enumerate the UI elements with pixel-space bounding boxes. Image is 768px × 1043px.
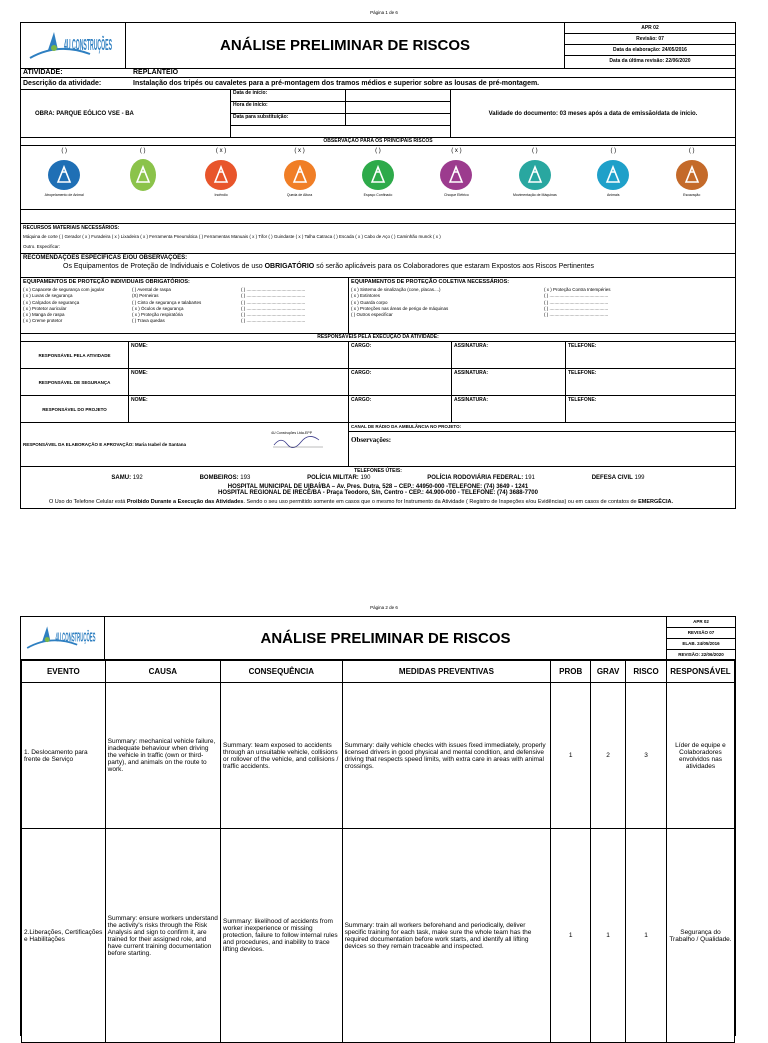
equipment-item: ( x ) Protetor auricular	[23, 305, 67, 311]
risk-item	[347, 148, 409, 207]
epi-header: EQUIPAMENTOS DE PROTEÇÃO INDIVIDUAIS OBRIGATÓRIOS:	[23, 279, 190, 285]
responsible-role: RESPONSÁVEL DE SEGURANÇA	[21, 369, 129, 395]
cell-evento: 1. Deslocamento para frente de Serviço	[22, 683, 106, 829]
cargo-field[interactable]: CARGO:	[349, 369, 452, 395]
cell-causa: Summary: mechanical vehicle failure, inadequate behaviour when driving the vehicle in traffic (own or third-party), and animals on the route to work.	[105, 683, 220, 829]
risk-item	[582, 148, 644, 207]
hospital-2: HOSPITAL REGIONAL DE IRECÊ/BA - Praça Teodoro, S/n, Centro - CEP.: 44.900-000 - TELEFONE: (74) 3688-7700	[218, 490, 538, 496]
header-info	[565, 23, 735, 68]
page-number-2: Página 2 de 6	[370, 605, 398, 610]
validity-note: Validade do documento: 03 meses após a data de emissão/data de início.	[488, 110, 698, 117]
table-row	[22, 683, 735, 829]
column-header: EVENTO	[22, 661, 106, 683]
equipment-item: ( ) ...............................................	[544, 299, 609, 305]
resources-other: Outro. Especificar:	[23, 244, 61, 249]
responsibles-table	[21, 342, 735, 423]
risk-mark: ( x )	[294, 148, 305, 154]
start-date-label: Data de início:	[231, 90, 346, 101]
elaboration-date: Data da elaboração: 24/05/2016	[565, 45, 735, 56]
responsible-role: RESPONSÁVEL PELA ATIVIDADE	[21, 342, 129, 368]
phone-entry: DEFESA CIVIL 199	[591, 475, 645, 481]
equipment-item: ( ) Avental de raspa	[132, 287, 171, 292]
wind-turbine-icon	[25, 623, 101, 653]
cell-causa: Summary: ensure workers understand the activity's risks through the Risk Analysis and sign to confirm it, are trained for their assigned role, and have current training documentation before starting.	[105, 829, 220, 1043]
risk-caption: Animais	[607, 193, 620, 197]
approval-label: RESPONSÁVEL DA ELABORAÇÃO E APROVAÇÃO: Maria Isabel de Santana	[23, 442, 187, 447]
risk-mark: ( )	[688, 148, 695, 154]
equipment-item: ( ) Trava quedas	[132, 318, 165, 324]
radio-label: CANAL DE RÁDIO DA AMBULÂNCIA NO PROJETO:	[349, 423, 735, 432]
revision: Revisão: 07	[565, 34, 735, 45]
risk-item	[190, 148, 252, 207]
risk-item	[269, 148, 331, 207]
substitution-date-label: Data para substituição:	[231, 114, 346, 125]
risk-item	[112, 148, 174, 207]
risk-caption: Incêndio	[214, 193, 228, 197]
epi-list-1	[21, 286, 130, 333]
company-logo-2	[21, 617, 105, 659]
equipment-item: ( ) ...............................................	[544, 312, 609, 318]
apr-code: APR 02	[565, 23, 735, 34]
apr-page-1	[20, 22, 736, 509]
risk-mark: ( )	[375, 148, 381, 154]
epi-list-3	[239, 286, 348, 333]
responsibles-header: RESPONSÁVEIS PELA EXECUÇÃO DA ATIVIDADE:	[317, 334, 439, 340]
signature-field[interactable]: ASSINATURA:	[452, 369, 566, 395]
activity-value: REPLANTEIO	[133, 69, 179, 76]
cell-grav: 2	[591, 683, 626, 829]
equipment-item: ( x ) Extintores	[351, 293, 381, 299]
equipment-item: ( ) ...............................................	[241, 318, 306, 324]
name-field[interactable]: NOME:	[129, 342, 349, 368]
start-time-label: Hora de início:	[231, 102, 346, 113]
phone-entry: POLÍCIA MILITAR: 190	[307, 475, 371, 481]
phone-entry: BOMBEIROS: 193	[199, 475, 251, 481]
hospital-1: HOSPITAL MUNICIPAL DE UIBAÍ/BA – Av. Pres. Dutra, 528 – CEP.: 44950-000 -TELEFONE: (74) 3649 - 1241	[227, 484, 529, 490]
thermometer-icon	[126, 158, 160, 192]
cell-consequencia: Summary: likelihood of accidents from worker inexperience or missing protection, failure to follow internal rules and procedures, and inability to trace lifting devices.	[221, 829, 343, 1043]
equipment-item: ( ) ...............................................	[241, 305, 306, 311]
equipment-item: ( ) ...............................................	[241, 287, 306, 292]
responsible-role: RESPONSÁVEL DO PROJETO	[21, 396, 129, 422]
snake-icon	[596, 158, 630, 192]
equipment-item: ( x ) Proteções nas áreas de perigo de máquinas	[351, 305, 449, 311]
risks-header: OBSERVAÇÃO PARA OS PRINCIPAIS RISCOS	[323, 138, 433, 144]
equipment-item: ( ) ...............................................	[241, 312, 306, 318]
equipment-item: ( ) ...............................................	[544, 293, 609, 299]
equipment-item: ( x ) Proteção respiratória	[132, 312, 183, 318]
signature-field[interactable]: ASSINATURA:	[452, 396, 566, 422]
column-header: PROB	[551, 661, 591, 683]
cell-risco: 1	[626, 829, 667, 1043]
work-site: OBRA: PARQUE EÓLICO VSE - BA	[21, 90, 231, 137]
responsible-row	[21, 396, 735, 423]
risk-mark: ( x )	[451, 148, 462, 154]
company-logo	[21, 23, 214, 68]
responsible-row	[21, 342, 735, 369]
observations-label: Observações:	[351, 436, 392, 444]
equipment-item: ( x ) Creme protetor	[23, 318, 63, 324]
risk-mark: ( )	[139, 148, 146, 154]
risk-item	[504, 148, 566, 207]
signature-field[interactable]: ASSINATURA:	[452, 342, 566, 368]
description-value: Instalação dos tripés ou cavaletes para a pré-montagem dos tramos médios e superior sobre as lousas de pré-montagem.	[133, 80, 540, 87]
phone-field[interactable]: TELEFONE:	[568, 370, 597, 376]
risk-item	[661, 148, 723, 207]
column-header: RISCO	[626, 661, 667, 683]
risk-caption: Espaço Confinado	[363, 193, 393, 197]
cargo-field[interactable]: CARGO:	[349, 342, 452, 368]
machines-icon	[518, 158, 552, 192]
risk-caption: Escavação	[683, 193, 701, 197]
column-header: CAUSA	[105, 661, 220, 683]
page-number: Página 1 de 6	[370, 10, 398, 15]
column-header: RESPONSÁVEL	[666, 661, 734, 683]
column-header: CONSEQUÊNCIA	[221, 661, 343, 683]
logo-text: 4U CONSTRUÇÕES	[55, 629, 96, 645]
fire-icon	[204, 158, 238, 192]
table-row	[22, 829, 735, 1043]
confined-space-icon	[361, 158, 395, 192]
epi-list-2	[130, 286, 239, 333]
phones-header: TELEFONES ÚTEIS:	[354, 468, 402, 474]
column-header: GRAV	[591, 661, 626, 683]
activity-label: ATIVIDADE:	[23, 69, 63, 76]
logo-text: 4U CONSTRUÇÕES	[64, 36, 214, 54]
risk-mark: ( )	[61, 148, 68, 154]
epc-header: EQUIPAMENTOS DE PROTEÇÃO COLETIVA NECESSÁRIOS:	[351, 279, 510, 285]
animals-icon	[47, 158, 81, 192]
resources-header: RECURSOS MATERIAIS NECESSÁRIOS:	[23, 225, 120, 231]
cargo-field[interactable]: CARGO:	[349, 396, 452, 422]
cell-consequencia: Summary: team exposed to accidents through an unsuitable vehicle, collisions or rollover of the vehicle, and collisions / traffic accidents.	[221, 683, 343, 829]
equipment-item: ( x ) Sistema de sinalização (cone, placas....)	[351, 287, 441, 292]
name-field[interactable]: NOME:	[129, 369, 349, 395]
header-info-2: APR 02 REVISÃO 07 ELAB. 24/05/2016 REVISÃO: 22/06/2020	[667, 617, 735, 659]
risk-caption: Movimentação de Máquinas	[512, 193, 557, 197]
excavation-icon	[675, 158, 709, 192]
phone-entry: SAMU: 192	[111, 475, 143, 481]
fall-icon	[283, 158, 317, 192]
phone-field[interactable]: TELEFONE:	[568, 397, 597, 403]
cell-medidas: Summary: daily vehicle checks with issues fixed immediately, properly licensed drivers in good physical and mental condition, and defensive driving that respects speed limits, with extra care in areas with animal crossings.	[342, 683, 551, 829]
equipment-item: ( x ) Calçados de segurança	[23, 299, 80, 305]
responsible-row	[21, 369, 735, 396]
apr-page-2	[20, 616, 736, 1036]
risk-mark: ( x )	[215, 148, 227, 154]
signature-stamp: 4U Construções Ltda-EPP	[271, 431, 331, 450]
description-label: Descrição da atividade:	[23, 80, 102, 87]
risk-mark: ( )	[532, 148, 538, 154]
risk-analysis-table	[21, 660, 735, 1043]
risk-mark: ( )	[610, 148, 617, 154]
cell-medidas: Summary: train all workers beforehand and periodically, deliver specific training for each task, make sure the whole team has the required documentation before work starts, and identify all lifting devices so they remain traceable and inspected.	[342, 829, 551, 1043]
cell-risco: 3	[626, 683, 667, 829]
resources-line: Máquina de corte ( ) Gerador ( x ) Furadeira ( x ) Lixadeira ( x ) Ferramenta Pneumática ( ) Ferramentas Manuais ( x ) Tifor ( ) Guindaste ( x ) Talha Catraca ( ) Escada ( x ) Cabo de Aço ( ) Caminhão munck ( x )	[23, 234, 441, 239]
phones-list	[23, 475, 733, 481]
cell-evento: 2.Liberações, Certificações e Habilitações	[22, 829, 106, 1043]
equipment-item: ( x ) Capacete de segurança com jugular	[23, 287, 105, 292]
phone-entry: POLÍCIA RODOVIÁRIA FEDERAL: 191	[427, 475, 535, 481]
equipment-item: (X) Perneiras	[132, 293, 159, 299]
cell-grav: 1	[591, 829, 626, 1043]
risk-caption: Choque Elétrico	[443, 193, 469, 197]
last-revision-date: Data da última revisão: 22/06/2020	[609, 58, 691, 64]
epc-list-2	[542, 286, 735, 333]
phone-field[interactable]: TELEFONE:	[568, 343, 597, 349]
phone-usage-note: O Uso do Telefone Celular está Proibido Durante a Execução das Atividades. Sendo o seu uso permitido somente em casos que o mesmo for Instrumento da Atividade ( Registro de Inspeções e/ou Evidências) ou em casos de contatos de EMERGÊCIA.	[49, 499, 673, 505]
recommendations-header: RECOMENDAÇOES ESPECÍFICAS E/OU OBSERVAÇÕES:	[23, 255, 188, 261]
risk-caption: Atropelamento de Animal	[44, 193, 84, 197]
equipment-item: ( ) Outros especificar	[351, 312, 393, 318]
equipment-item: ( x ) Proteção Contra Intempéries	[544, 287, 611, 292]
cell-prob: 1	[551, 683, 591, 829]
risk-icons-row	[21, 146, 735, 210]
equipment-item: ( ) Cinto de segurança e talabartes	[132, 299, 202, 305]
document-title-2: ANÁLISE PRELIMINAR DE RISCOS	[105, 617, 667, 659]
equipment-item: ( x ) Manga de raspa	[23, 312, 65, 318]
recommendations-text: Os Equipamentos de Proteção de Individuais e Coletivos de uso OBRIGATÓRIO só serão aplicáveis para os Colaboradores que estaram Expostos aos Riscos Pertinentes	[63, 263, 594, 270]
equipment-item: ( x ) Óculos de segurança	[132, 305, 184, 311]
electric-shock-icon	[439, 158, 473, 192]
equipment-item: ( ) ...............................................	[241, 299, 306, 305]
name-field[interactable]: NOME:	[129, 396, 349, 422]
equipment-item: ( ) ...............................................	[241, 293, 306, 299]
risk-item	[425, 148, 487, 207]
cell-responsavel: Líder de equipe e Colaboradores envolvidos nas atividades	[666, 683, 734, 829]
document-title: ANÁLISE PRELIMINAR DE RISCOS	[126, 23, 565, 68]
cell-responsavel: Segurança do Trabalho / Qualidade.	[666, 829, 734, 1043]
risk-item	[33, 148, 95, 207]
equipment-item: ( x ) Luvas de segurança	[23, 293, 73, 299]
wind-turbine-icon	[28, 28, 214, 64]
risk-caption: Queda de Altura	[286, 193, 313, 197]
cell-prob: 1	[551, 829, 591, 1043]
equipment-item: ( ) ...............................................	[544, 305, 609, 311]
epc-list-1	[349, 286, 542, 333]
equipment-item: ( x ) Guarda corpo	[351, 299, 388, 305]
column-header: MEDIDAS PREVENTIVAS	[342, 661, 551, 683]
